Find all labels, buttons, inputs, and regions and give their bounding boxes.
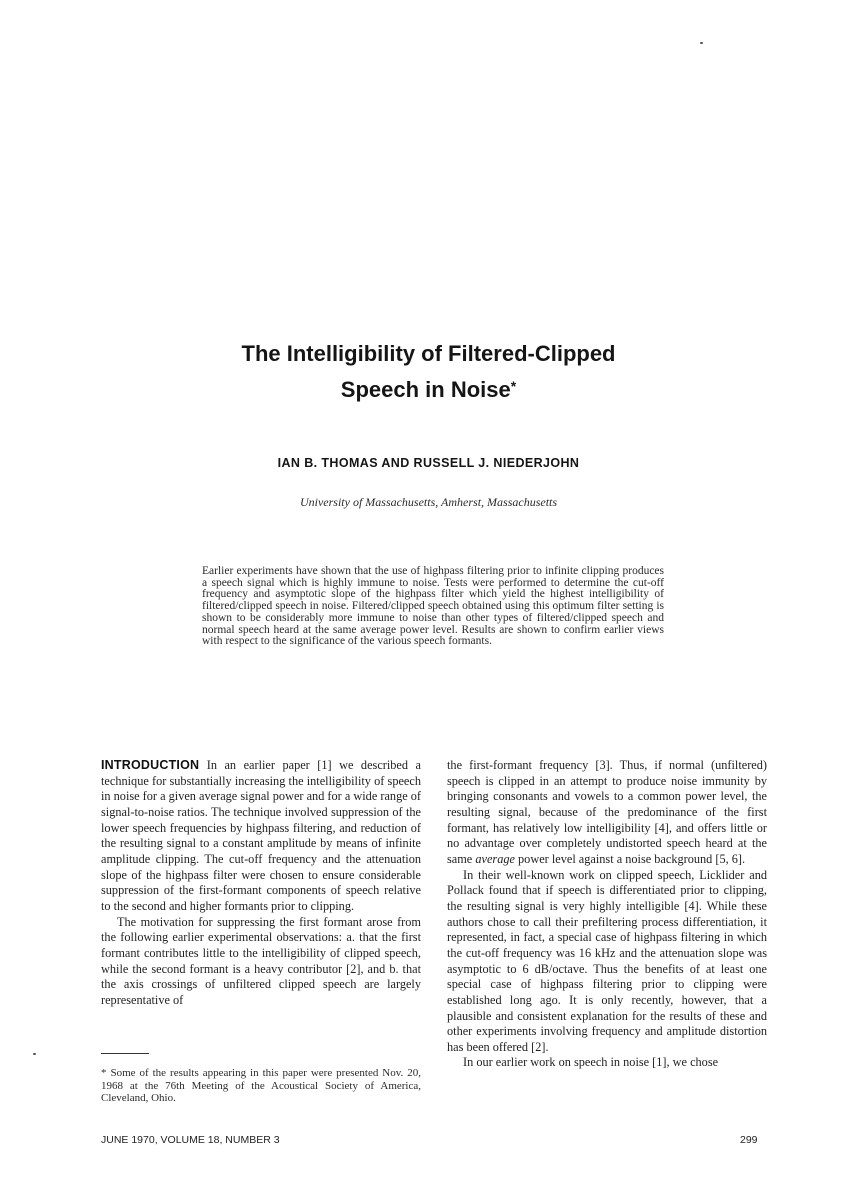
title-line-2-text: Speech in Noise bbox=[340, 377, 511, 402]
footnote-rule bbox=[101, 1053, 149, 1054]
page-number: 299 bbox=[740, 1134, 758, 1146]
intro-paragraph-2: The motivation for suppressing the first formant arose from the following earlier experimental observations: a. that the first formant contributes little to the intelligibility of clipped speech, while the second formant is a heavy contributor [2], and b. that the axis crossings of unfiltered clipped speech are largely representative of bbox=[101, 914, 421, 1007]
title-footnote-mark: * bbox=[510, 378, 517, 394]
right-paragraph-3: In our earlier work on speech in noise [1], we chose bbox=[463, 1055, 719, 1070]
scan-speck bbox=[33, 1053, 36, 1055]
footnote: * Some of the results appearing in this paper were presented Nov. 20, 1968 at the 76th Meeting of the Acoustical Society of America, Cleveland, Ohio. bbox=[101, 1067, 421, 1104]
left-column bbox=[101, 758, 421, 1009]
journal-issue-footer: JUNE 1970, VOLUME 18, NUMBER 3 bbox=[101, 1134, 280, 1146]
right-paragraph-2: In their well-known work on clipped speech, Licklider and Pollack found that if speech is differentiated prior to clipping, the resulting signal is very highly intelligible [4]. While these authors chose to call their prefiltering process differentiation, it represented, in fact, a special case of highpass filtering in which the cut-off frequency was 16 kHz and the attenuation slope was asymptotic to 6 dB/octave. Thus the benefits of at least one special case of highpass filtering prior to clipping were established long ago. It is only recently, however, that a plausible and consistent explanation for the results of these and other experiments involving frequency and amplitude distortion has been offered [2]. bbox=[447, 867, 767, 1054]
right-paragraph-1-text-b: power level against a noise background [5, 6]. bbox=[514, 851, 746, 866]
author-affiliation: University of Massachusetts, Amherst, Massachusetts bbox=[299, 495, 558, 509]
section-heading-introduction: INTRODUCTION bbox=[101, 758, 200, 772]
scan-speck bbox=[700, 42, 703, 44]
right-paragraph-1 bbox=[447, 758, 767, 868]
paper-title bbox=[0, 338, 857, 406]
title-line-2 bbox=[0, 370, 857, 406]
emphasis-average: average bbox=[475, 851, 515, 866]
abstract: Earlier experiments have shown that the use of highpass filtering prior to infinite clipping produces a speech signal which is highly immune to noise. Tests were performed to determine the cut-off frequency and asymptotic slope of the highpass filter which yield the highest intelligibility of filtered/clipped speech in noise. Filtered/clipped speech obtained using this optimum filter setting is shown to be considerably more immune to noise than other types of filtered/clipped speech and normal speech heard at the same average power level. Results are shown to confirm earlier views with respect to the significance of the various speech formants. bbox=[202, 565, 664, 648]
intro-paragraph-1 bbox=[101, 758, 421, 915]
author-list: IAN B. THOMAS AND RUSSELL J. NIEDERJOHN bbox=[277, 456, 580, 470]
title-line-1: The Intelligibility of Filtered-Clipped bbox=[241, 341, 616, 366]
intro-paragraph-1-text: In an earlier paper [1] we described a technique for substantially increasing the intelligibility of speech in noise for a given average signal power and for a wide range of signal-to-noise ratios. The technique involved suppression of the lower speech frequencies by highpass filtering, and reduction of the resulting signal to a constant amplitude by means of infinite amplitude clipping. The cut-off frequency and the attenuation slope of the highpass filter were chosen to ensure considerable suppression of the first-formant components of speech relative to the second and higher formants prior to clipping. bbox=[101, 758, 421, 913]
right-column bbox=[447, 758, 767, 1071]
right-paragraph-1-text-a: the first-formant frequency [3]. Thus, if normal (unfiltered) speech is clipped in an attempt to produce noise immunity by bringing consonants and vowels to a common power level, the resulting signal, because of the predominance of the first formant, has relatively low intelligibility [4], and offers little or no advantage over completely undistorted speech heard at the same bbox=[447, 758, 767, 866]
